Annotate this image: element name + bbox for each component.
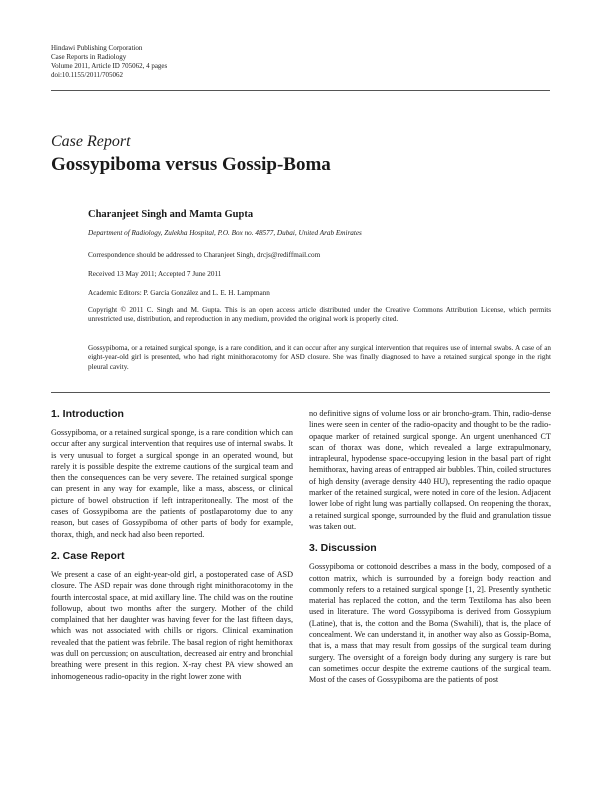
header-rule: [51, 90, 550, 91]
editors: Academic Editors: P. García González and L. E. H. Lampmann: [88, 289, 270, 297]
journal-header: [51, 44, 167, 80]
copyright: Copyright © 2011 C. Singh and M. Gupta. This is an open access article distributed under the Creative Commons Attribution License, which permits unrestricted use, distribution, and reproduction in any medium, provided the original work is properly cited.: [88, 306, 551, 324]
article-kicker: Case Report: [51, 133, 131, 150]
authors: Charanjeet Singh and Mamta Gupta: [88, 209, 254, 220]
doi: doi:10.1155/2011/705062: [51, 71, 124, 79]
introduction-text: Gossypiboma, or a retained surgical sponge, is a rare condition which can occur after any surgical intervention that requires use of internal swabs. It is very unusual to forget a surgical sponge in an operated wound, but rarely it is possible despite the extreme cautions of the surgical team and then the consequences can be very severe. The retained surgical sponge can present in any way for example, like a mass, abscess, or clinical picture of bowel obstruction if left intraperitoneally. The most of the cases of Gossypiboma are the patients of postlaparotomy due to any reason, but cases of Gossypiboma of other parts of body for example, thorax, thigh, and neck had also been reported.: [51, 428, 293, 539]
discussion-text: Gossypiboma or cottonoid describes a mass in the body, composed of a cotton matrix, which is surrounded by a foreign body reaction and commonly refers to a retained surgical sponge [1, 2]. Presently synthetic material has replaced the cotton, and the term Textiloma has also been used in literature. The word Gossypiboma is derived from Gossypium (Latine), that is, the cotton and the Boma (Swahili), that is, the place of concealment. We can understand it, in another way also as Gossip-Boma, that is, a mass that may result from gossips of the surgical team during surgery. The oversight of a foreign body during any surgery is rare but can sometimes occur despite the extreme cautions of the surgical team. Most of the cases of Gossypiboma are the patients of post: [309, 562, 551, 685]
abstract: Gossypiboma, or a retained surgical sponge, is a rare condition, and it can occur after any surgical intervention that requires use of internal swabs. A case of an eight-year-old girl is presented, who had right minithoracotomy for ASD closure. She was finally diagnosed to have a retained surgical sponge in the right pleural cavity.: [88, 344, 551, 371]
case-report-text: We present a case of an eight-year-old girl, a postoperated case of ASD closure. The ASD repair was done through right minithoracotomy in the fourth intercostal space, at mid axillary line. The child was on the routine followup, about two months after the surgery. Mother of the child complained that her daughter was having fever for the last fifteen days, which was not associated with chills or rigors. Clinical examination revealed that the patient was febrile. The basal region of right hemithorax was dull on percussion; on auscultation, decreased air entry and bronchial breathing were present in this region. X-ray chest PA view showed an inhomogeneous radio-opacity in the right lower zone with: [51, 569, 293, 681]
section-heading-case-report: 2. Case Report: [51, 549, 125, 562]
dates: Received 13 May 2011; Accepted 7 June 2011: [88, 270, 222, 278]
journal-name: Case Reports in Radiology: [51, 53, 127, 61]
affiliation: Department of Radiology, Zulekha Hospital, P.O. Box no. 48577, Dubai, United Arab Emirates: [88, 229, 362, 237]
publisher: Hindawi Publishing Corporation: [51, 44, 143, 52]
right-column: [309, 408, 551, 686]
case-report-continued-text: no definitive signs of volume loss or air broncho-gram. Thin, radio-dense lines were seen in center of the radio-opacity and thought to be the radio-opaque marker of retained surgical sponge. An urgent unenhanced CT scan of thorax was done, which revealed a large extrapulmonary, intrapleural, hypodense space-occupying lesion in the basal part of right hemithorax, having areas of entrapped air bubbles. Thin, coiled structures of high density (average density 440 HU), representing the radio opaque marker of the retained surgical, were noted in core of the lesion. Adjacent lower lobe of right lung was partially collapsed. On reopening the thorax, a retained surgical sponge, surrounded by the fluid and granulation tissue was taken out.: [309, 409, 551, 531]
left-column: [51, 408, 293, 682]
section-heading-introduction: 1. Introduction: [51, 408, 124, 420]
spacer: [51, 540, 293, 550]
spacer: [309, 532, 551, 542]
section-heading-discussion: 3. Discussion: [309, 542, 377, 555]
correspondence: Correspondence should be addressed to Charanjeet Singh, drcjs@rediffmail.com: [88, 251, 321, 259]
volume-info: Volume 2011, Article ID 705062, 4 pages: [51, 62, 168, 70]
article-title: Gossypiboma versus Gossip-Boma: [51, 154, 331, 175]
abstract-rule: [51, 392, 550, 393]
